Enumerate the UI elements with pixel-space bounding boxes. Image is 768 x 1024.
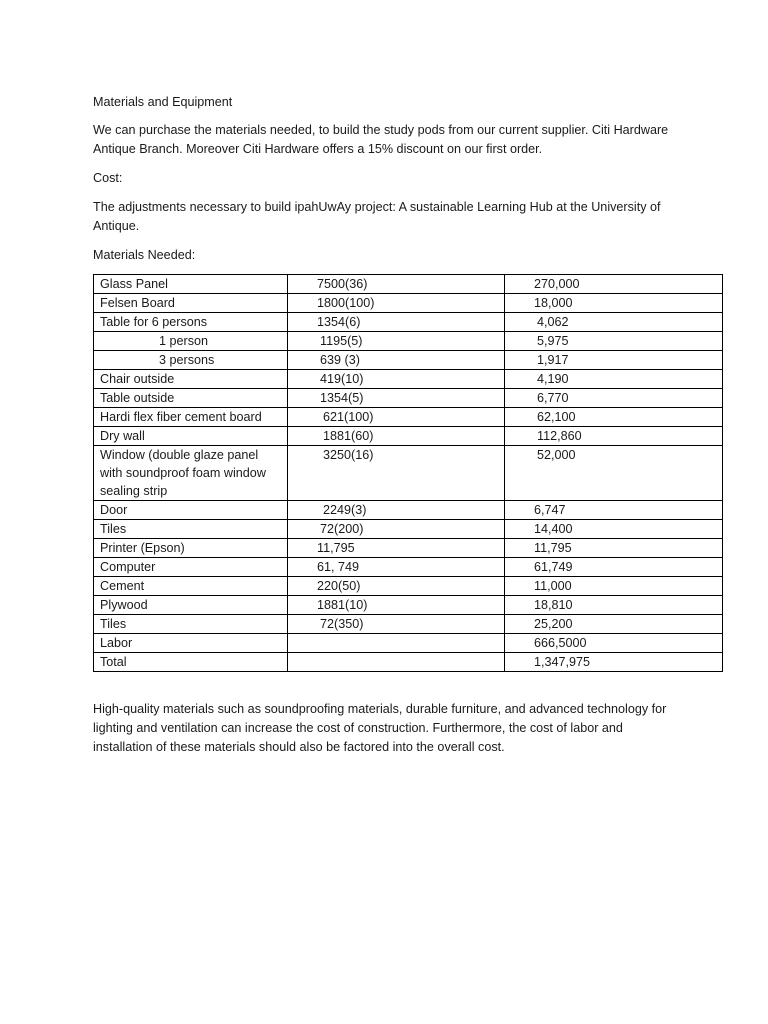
qty-cell: 639 (3): [288, 351, 505, 370]
total-cell: 6,770: [505, 389, 723, 408]
total-cell: 11,795: [505, 539, 723, 558]
table-row: [94, 427, 723, 446]
total-cell: 52,000: [505, 446, 723, 501]
section-heading: Materials and Equipment: [93, 95, 233, 109]
closing-paragraph: High-quality materials such as soundproofing materials, durable furniture, and advanced technology for lighting and ventilation can increase the cost of construction. Furthermore, the cost of labor and installation of these materials should also be factored into the overall cost.: [93, 702, 667, 754]
qty-cell: 419(10): [288, 370, 505, 389]
qty-cell: 72(200): [288, 520, 505, 539]
qty-cell: 1881(60): [288, 427, 505, 446]
item-cell: Printer (Epson): [94, 539, 288, 558]
total-cell: 666,5000: [505, 634, 723, 653]
qty-cell: 1354(5): [288, 389, 505, 408]
total-cell: 5,975: [505, 332, 723, 351]
total-cell: 18,810: [505, 596, 723, 615]
total-cell: 1,347,975: [505, 653, 723, 672]
table-row: [94, 596, 723, 615]
qty-cell: [288, 634, 505, 653]
item-cell: Door: [94, 501, 288, 520]
total-cell: 270,000: [505, 275, 723, 294]
item-cell: Plywood: [94, 596, 288, 615]
table-row: [94, 275, 723, 294]
item-cell: 3 persons: [94, 351, 288, 370]
qty-cell: 1800(100): [288, 294, 505, 313]
qty-cell: 621(100): [288, 408, 505, 427]
qty-cell: 61, 749: [288, 558, 505, 577]
total-cell: 1,917: [505, 351, 723, 370]
total-cell: 18,000: [505, 294, 723, 313]
adjustments-paragraph: The adjustments necessary to build ipahUwAy project: A sustainable Learning Hub at the University of Antique.: [93, 200, 661, 233]
total-cell: 112,860: [505, 427, 723, 446]
table-row: [94, 294, 723, 313]
qty-cell: 1354(6): [288, 313, 505, 332]
item-cell: Table for 6 persons: [94, 313, 288, 332]
materials-table: [93, 274, 723, 672]
total-cell: 6,747: [505, 501, 723, 520]
item-cell: 1 person: [94, 332, 288, 351]
qty-cell: 1881(10): [288, 596, 505, 615]
table-row: [94, 313, 723, 332]
total-cell: 62,100: [505, 408, 723, 427]
table-row: [94, 615, 723, 634]
qty-cell: [288, 653, 505, 672]
item-cell: Felsen Board: [94, 294, 288, 313]
item-cell: Labor: [94, 634, 288, 653]
total-cell: 14,400: [505, 520, 723, 539]
table-row: [94, 520, 723, 539]
item-cell: Tiles: [94, 520, 288, 539]
item-cell: Glass Panel: [94, 275, 288, 294]
table-row: [94, 332, 723, 351]
materials-needed-label: Materials Needed:: [93, 248, 196, 262]
qty-cell: 7500(36): [288, 275, 505, 294]
item-cell: Hardi flex fiber cement board: [94, 408, 288, 427]
table-row: [94, 539, 723, 558]
table-row: [94, 558, 723, 577]
table-row: [94, 501, 723, 520]
item-cell: Cement: [94, 577, 288, 596]
qty-cell: 2249(3): [288, 501, 505, 520]
item-cell: Chair outside: [94, 370, 288, 389]
document-page: [93, 88, 678, 757]
intro-paragraph: We can purchase the materials needed, to build the study pods from our current supplier. Citi Hardware Antique Branch. Moreover Citi Hardware offers a 15% discount on our first order.: [93, 123, 669, 156]
qty-cell: 3250(16): [288, 446, 505, 501]
table-row: [94, 634, 723, 653]
total-cell: 25,200: [505, 615, 723, 634]
table-row: [94, 653, 723, 672]
item-cell: Tiles: [94, 615, 288, 634]
table-row: [94, 351, 723, 370]
table-row: [94, 577, 723, 596]
table-row: [94, 408, 723, 427]
qty-cell: 11,795: [288, 539, 505, 558]
item-cell: Total: [94, 653, 288, 672]
item-cell: Dry wall: [94, 427, 288, 446]
total-cell: 4,190: [505, 370, 723, 389]
qty-cell: 1195(5): [288, 332, 505, 351]
table-row: [94, 446, 723, 501]
item-cell: Table outside: [94, 389, 288, 408]
qty-cell: 72(350): [288, 615, 505, 634]
item-cell: Window (double glaze panel with soundproof foam window sealing strip: [94, 446, 288, 501]
cost-label: Cost:: [93, 171, 123, 185]
total-cell: 61,749: [505, 558, 723, 577]
item-cell: Computer: [94, 558, 288, 577]
total-cell: 4,062: [505, 313, 723, 332]
qty-cell: 220(50): [288, 577, 505, 596]
table-row: [94, 389, 723, 408]
table-row: [94, 370, 723, 389]
total-cell: 11,000: [505, 577, 723, 596]
